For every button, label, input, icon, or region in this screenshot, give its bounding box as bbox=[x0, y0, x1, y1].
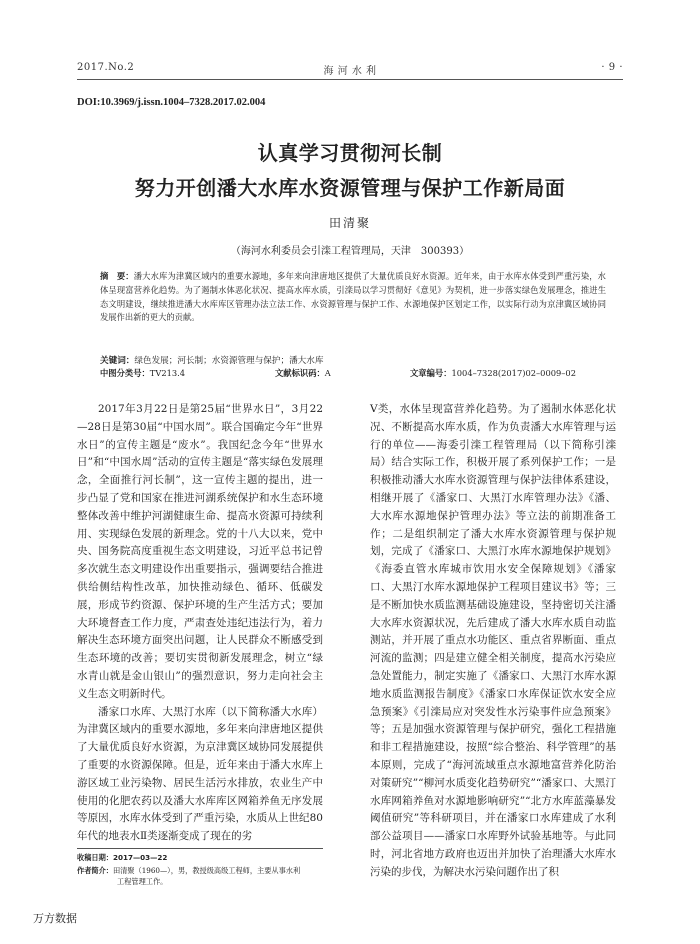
footnote-author bbox=[77, 865, 337, 876]
body-paragraph-3: Ⅴ类，水体呈现富营养化趋势。为了遏制水体恶化状况、不断提高水库水质，作为负责潘大水库管理与运行的单位——海委引滦工程管理局（以下简称引滦局）结合实际工作，积极开展了系列保护工作；一是积极推动潘大水库水资源管理与保护法律体系建设，相继开展了《潘家口、大黑汀水库管理办法》《潘、大水库水源地保护管理办法》等立法的前期准备工作；二是组织制定了潘大水库水资源管理与保护规划，完成了《潘家口、大黑汀水库水源地保护规划》《海委直管水库城市饮用水安全保障规划》《潘家口、大黑汀水库水源地保护工程项目建议书》等；三是不断加快水质监测基础设施建设，坚持密切关注潘大水库水资源状况，先后建成了潘大水库水质自动监测站，并开展了重点水功能区、重点省界断面、重点河流的监测；四是建立健全相关制度，提高水污染应急处置能力，制定实施了《潘家口、大黑汀水库水源地水质监测报告制度》《潘家口水库保证饮水安全应急预案》《引滦局应对突发性水污染事件应急预案》等；五是加强水资源管理与保护研究，强化工程措施和非工程措施建设，按照“综合整治、科学管理”的基本原则，完成了“海河流域重点水源地富营养化防治对策研究”“柳河水质变化趋势研究”“潘家口、大黑汀水库网箱养鱼对水源地影响研究”“北方水库蓝藻暴发阈值研究”等科研项目，并在潘家口水库建成了水利部公益项目——潘家口水库野外试验基地等。与此同时，河北省地方政府也迈出并加快了治理潘大水库水污染的步伐，为解决水污染问题作出了积 bbox=[370, 403, 616, 878]
abstract bbox=[100, 270, 606, 325]
author-bio-line-1: 田清聚（1960—），男，教授级高级工程师，主要从事水利 bbox=[112, 866, 301, 875]
document-code-label: 文献标识码： bbox=[275, 368, 325, 378]
keywords-text: 绿色发展；河长制；水资源管理与保护；潘大水库 bbox=[134, 356, 324, 366]
footnote-author-cont: 工程管理工作。 bbox=[117, 877, 168, 886]
doi: DOI:10.3969/j.issn.1004–7328.2017.02.004 bbox=[77, 97, 266, 108]
body-column-right bbox=[370, 401, 616, 882]
article-id bbox=[410, 367, 576, 379]
body-paragraph-2: 潘家口水库、大黑汀水库（以下简称潘大水库）为津冀区域内的重要水源地，多年来向津唐地区提供了大量优质良好水资源，为京津冀区域协同发展提供了重要的水资源保障。但是，近年来由于潘大水库上游区域工业污染物、居民生活污水排放，农业生产中使用的化肥农药以及潘大水库库区网箱养鱼无序发展等原因，水库水体受到了严重污染，水质从上世纪80年代的地表水Ⅱ类逐渐变成了现在的劣 bbox=[77, 705, 323, 843]
author-bio-label: 作者简介： bbox=[77, 866, 113, 875]
clc-value: TV213.4 bbox=[149, 368, 186, 378]
page-number: · 9 · bbox=[601, 62, 623, 73]
abstract-text: 潘大水库为津冀区域内的重要水源地，多年来向津唐地区提供了大量优质良好水资源。近年来，由于水库水体受到严重污染，水体呈现富营养化趋势。为了遏制水体恶化状况、提高水库水质，引滦局以学习贯彻好《意见》为契机，进一步落实绿色发展理念，推进生态文明建设，继续推进潘大水库库区管理办法立法工作、水资源管理与保护工作、水源地保护区划定工作，以实际行动为京津冀区域协同发展作出新的更大的贡献。 bbox=[100, 271, 606, 323]
document-code bbox=[275, 367, 331, 379]
body-paragraph-1: 2017年3月22日是第25届“世界水日”，3月22—28日是第30届“中国水周”。联合国确定今年“世界水日”的宣传主题是“废水”。我国纪念今年“世界水日”和“中国水周”活动的宣传主题是“落实绿色发展理念，全面推行河长制”，这一宣传主题的提出，进一步凸显了党和国家在推进河湖系统保护和水生态环境整体改善中维护河湖健康生命、提高水资源可持续利用、实现绿色发展的新理念。党的十八大以来，党中央、国务院高度重视生态文明建设，习近平总书记曾多次就生态文明建设作出重要指示，强调要结合推进供给侧结构性改革，加快推动绿色、循环、低碳发展，形成节约资源、保护环境的生产生活方式；要加大环境督查工作力度，严肃查处违纪违法行为，着力解决生态环境方面突出问题，让人民群众不断感受到生态环境的改善；要切实贯彻新发展理念，树立“绿水青山就是金山银山”的强烈意识，努力走向社会主义生态文明新时代。 bbox=[77, 403, 323, 700]
journal-issue: 2017.No.2 bbox=[77, 62, 135, 73]
title-line-1: 认真学习贯彻河长制 bbox=[257, 141, 443, 165]
document-code-value: A bbox=[324, 368, 331, 378]
clc-number bbox=[100, 367, 185, 379]
keywords-label: 关键词： bbox=[100, 356, 135, 366]
affiliation: （海河水利委员会引滦工程管理局，天津 300393） bbox=[230, 246, 470, 257]
abstract-label: 摘 要： bbox=[100, 271, 134, 281]
journal-name: 海 河 水 利 bbox=[323, 66, 377, 77]
body-column-left bbox=[77, 401, 323, 846]
article-id-label: 文章编号： bbox=[410, 368, 452, 378]
header-rule bbox=[77, 79, 623, 80]
footnote-rule bbox=[77, 848, 323, 849]
received-date: 收稿日期：2017—03—22 bbox=[77, 853, 168, 862]
clc-label: 中图分类号： bbox=[100, 368, 150, 378]
wanfang-watermark: 万方数据 bbox=[33, 912, 77, 925]
keywords bbox=[100, 354, 606, 366]
title-line-2: 努力开创潘大水库水资源管理与保护工作新局面 bbox=[134, 176, 566, 200]
footnote-received bbox=[77, 852, 337, 863]
article-id-value: 1004–7328(2017)02–0009–02 bbox=[451, 368, 576, 378]
author: 田清聚 bbox=[328, 216, 371, 230]
